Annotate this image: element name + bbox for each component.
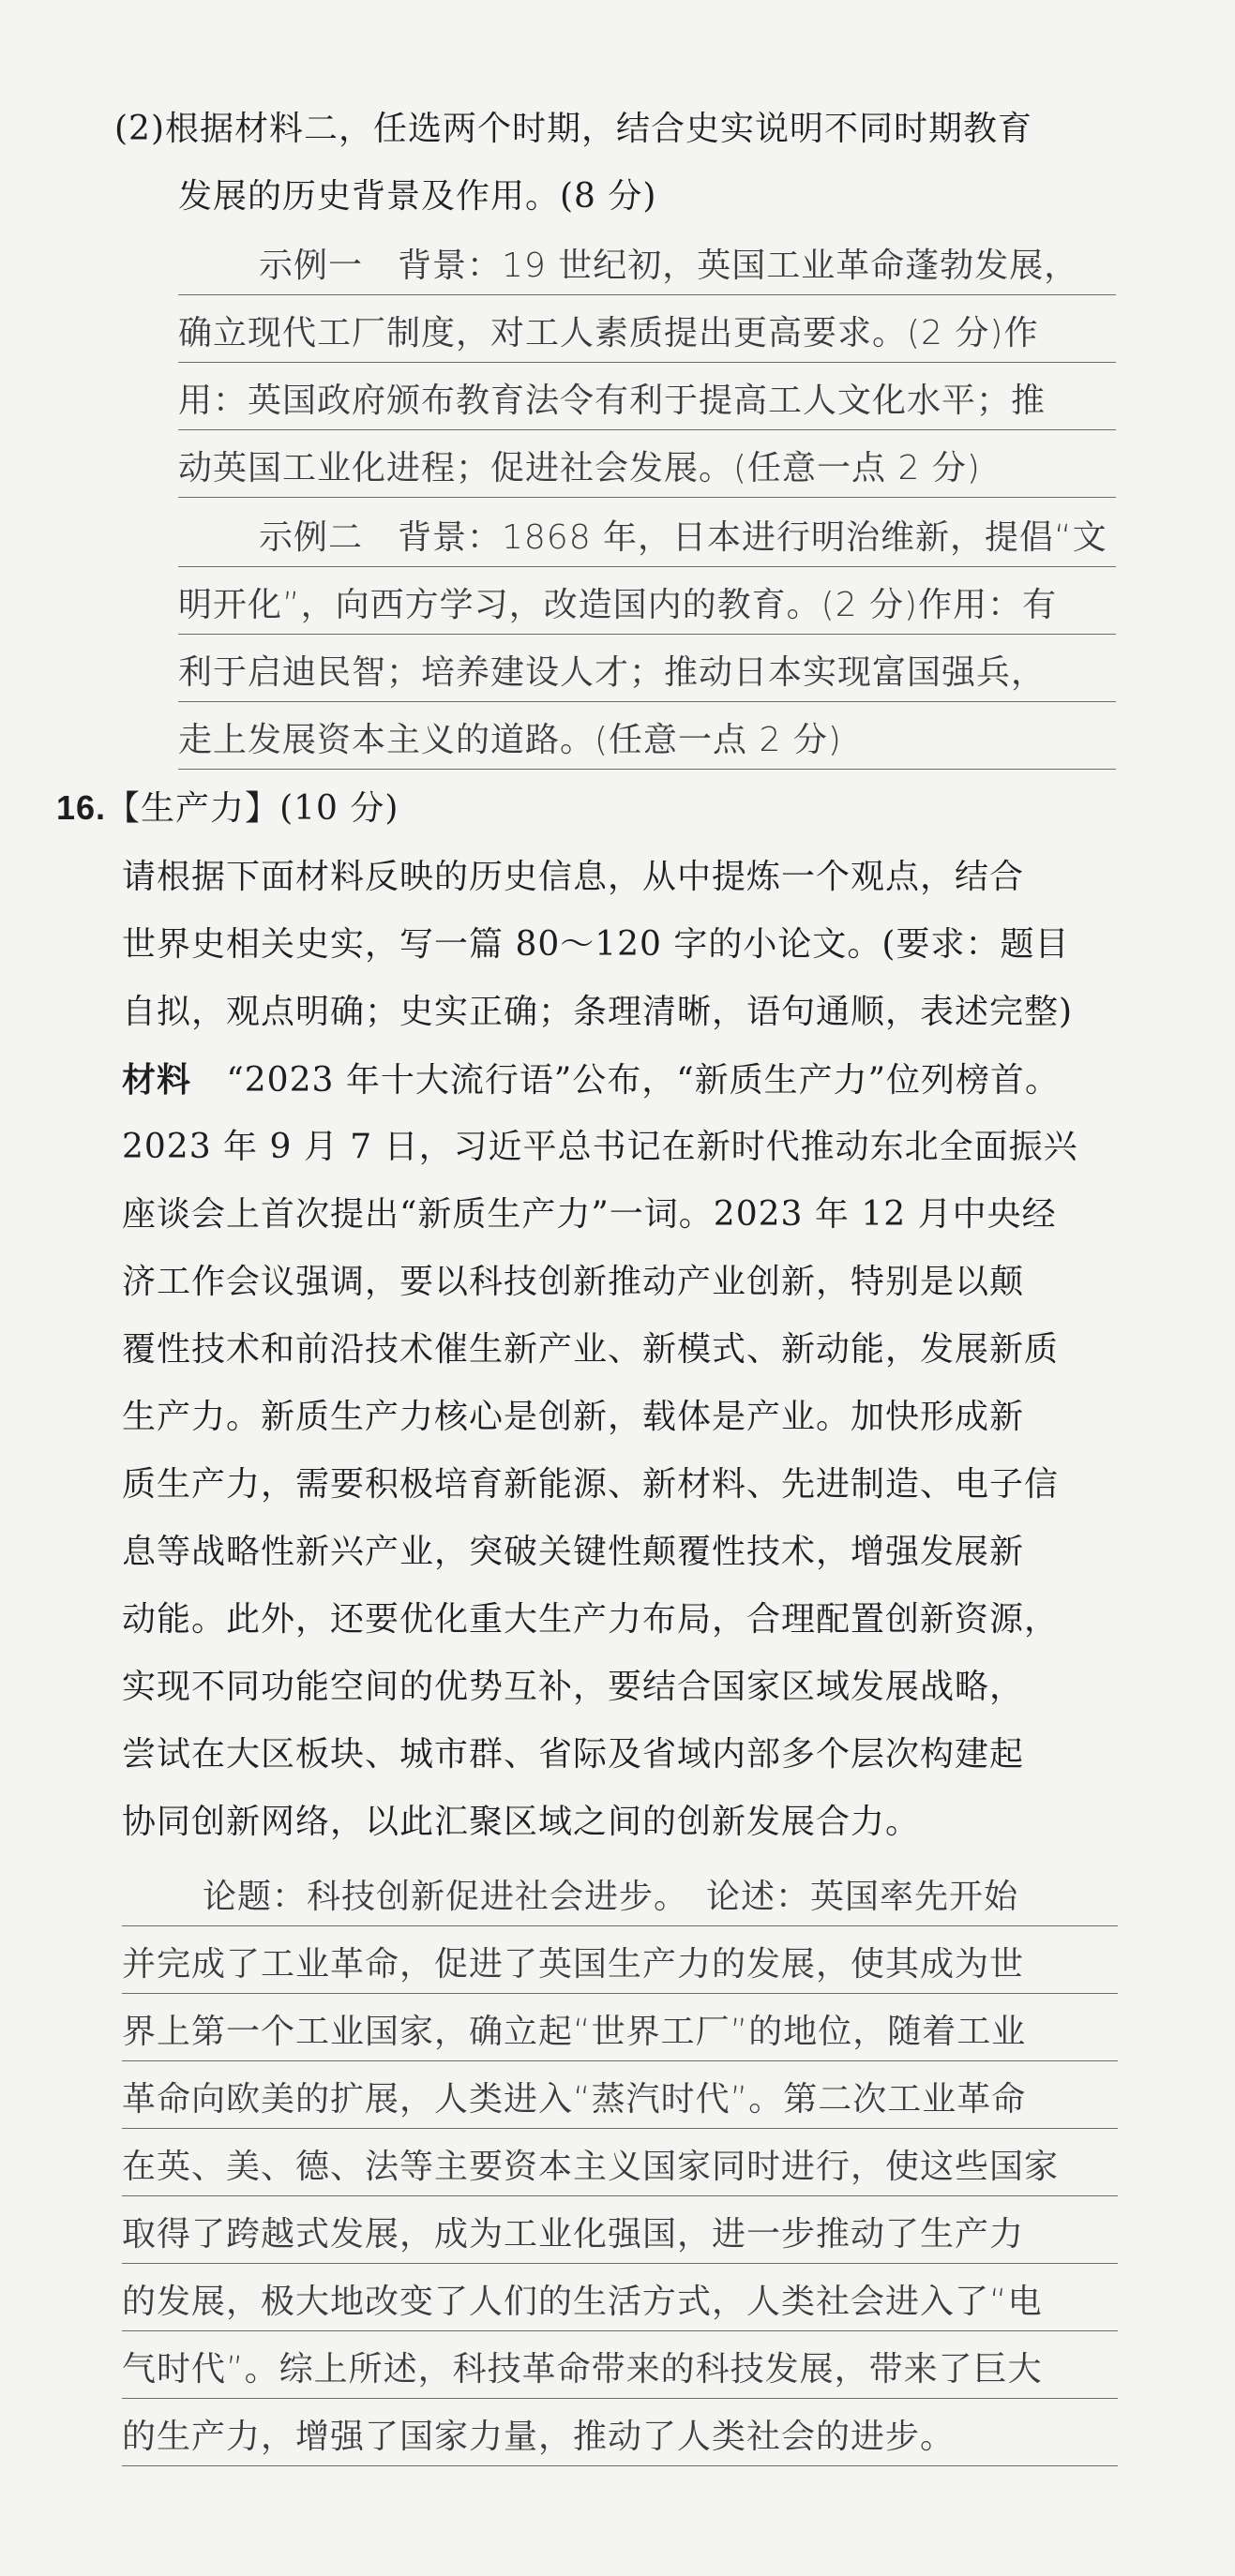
answer-underline <box>178 497 1116 498</box>
q16-topic-tag: 【生产力】 <box>106 789 280 828</box>
answer-underline <box>122 2060 1118 2061</box>
material-line: 生产力。新质生产力核心是创新，载体是产业。加快形成新 <box>122 1398 1025 1436</box>
material-line: 济工作会议强调，要以科技创新推动产业创新，特别是以颠 <box>122 1263 1025 1301</box>
answer-underline <box>122 2263 1118 2264</box>
q16-header <box>56 782 399 834</box>
material-first-line <box>122 1054 1060 1106</box>
example1-line-4: 动英国工业化进程；促进社会发展。(任意一点 2 分) <box>178 449 981 487</box>
essay-line: 气时代”。综上所述，科技革命带来的科技发展，带来了巨大 <box>122 2350 1043 2389</box>
essay-line: 界上第一个工业国家，确立起“世界工厂”的地位，随着工业 <box>122 2013 1027 2051</box>
answer-underline <box>178 634 1116 635</box>
answer-underline <box>122 1925 1118 1926</box>
material-line: 座谈会上首次提出“新质生产力”一词。2023 年 12 月中央经 <box>122 1195 1057 1234</box>
example1-line-3: 用：英国政府颁布教育法令有利于提高工人文化水平；推 <box>178 382 1047 420</box>
q16-number: 16. <box>56 788 107 827</box>
essay-line: 论题：科技创新促进社会进步。 论述：英国率先开始 <box>203 1878 1019 1916</box>
answer-underline <box>122 2128 1118 2129</box>
essay-line: 革命向欧美的扩展，人类进入“蒸汽时代”。第二次工业革命 <box>122 2080 1027 2119</box>
material-line: 覆性技术和前沿技术催生新产业、新模式、新动能，发展新质 <box>122 1330 1060 1369</box>
material-line: 实现不同功能空间的优势互补，要结合国家区域发展战略， <box>122 1668 1025 1706</box>
q15-part2-line-2: 发展的历史背景及作用。(8 分) <box>178 177 657 216</box>
answer-underline <box>178 566 1116 567</box>
answer-underline <box>122 2465 1118 2466</box>
q16-prompt-line-2: 世界史相关史实，写一篇 80～120 字的小论文。(要求：题目 <box>122 925 1070 964</box>
answer-underline <box>122 2195 1118 2196</box>
essay-line: 的生产力，增强了国家力量，推动了人类社会的进步。 <box>122 2418 956 2456</box>
essay-line: 并完成了工业革命，促进了英国生产力的发展，使其成为世 <box>122 1945 1025 1984</box>
q15-part2-line-1: (2)根据材料二，任选两个时期，结合史实说明不同时期教育 <box>114 110 1032 148</box>
example1-line-2: 确立现代工厂制度，对工人素质提出更高要求。(2 分)作 <box>178 314 1039 352</box>
q16-prompt-line-3: 自拟，观点明确；史实正确；条理清晰，语句通顺，表述完整) <box>122 993 1074 1031</box>
material-intro: “2023 年十大流行语”公布，“新质生产力”位列榜首。 <box>226 1061 1061 1100</box>
material-line: 动能。此外，还要优化重大生产力布局，合理配置创新资源， <box>122 1600 1060 1639</box>
answer-underline <box>178 769 1116 770</box>
q16-prompt-line-1: 请根据下面材料反映的历史信息，从中提炼一个观点，结合 <box>122 858 1025 896</box>
material-label: 材料 <box>122 1060 192 1100</box>
material-line: 息等战略性新兴产业，突破关键性颠覆性技术，增强发展新 <box>122 1533 1025 1571</box>
example2-line-2: 明开化”，向西方学习，改造国内的教育。(2 分)作用：有 <box>178 586 1058 624</box>
example2-line-3: 利于启迪民智；培养建设人才；推动日本实现富国强兵， <box>178 653 1047 692</box>
example1-line-1: 示例一 背景：19 世纪初，英国工业革命蓬勃发展， <box>259 247 1079 285</box>
material-line: 2023 年 9 月 7 日，习近平总书记在新时代推动东北全面振兴 <box>122 1128 1078 1166</box>
example2-line-4: 走上发展资本主义的道路。(任意一点 2 分) <box>178 721 842 759</box>
answer-underline <box>122 2330 1118 2331</box>
answer-underline <box>178 429 1116 430</box>
answer-underline <box>178 701 1116 702</box>
q16-score: (10 分) <box>279 789 399 828</box>
essay-line: 取得了跨越式发展，成为工业化强国，进一步推动了生产力 <box>122 2215 1025 2254</box>
answer-underline <box>122 2398 1118 2399</box>
material-line: 协同创新网络，以此汇聚区域之间的创新发展合力。 <box>122 1803 921 1841</box>
example2-line-1: 示例二 背景：1868 年，日本进行明治维新，提倡“文 <box>259 518 1107 557</box>
material-line: 质生产力，需要积极培育新能源、新材料、先进制造、电子信 <box>122 1465 1060 1504</box>
answer-underline <box>178 294 1116 295</box>
essay-line: 在英、美、德、法等主要资本主义国家同时进行，使这些国家 <box>122 2148 1060 2186</box>
essay-line: 的发展，极大地改变了人们的生活方式，人类社会进入了“电 <box>122 2283 1043 2321</box>
material-line: 尝试在大区板块、城市群、省际及省域内部多个层次构建起 <box>122 1735 1025 1774</box>
answer-underline <box>122 1993 1118 1994</box>
answer-underline <box>178 362 1116 363</box>
